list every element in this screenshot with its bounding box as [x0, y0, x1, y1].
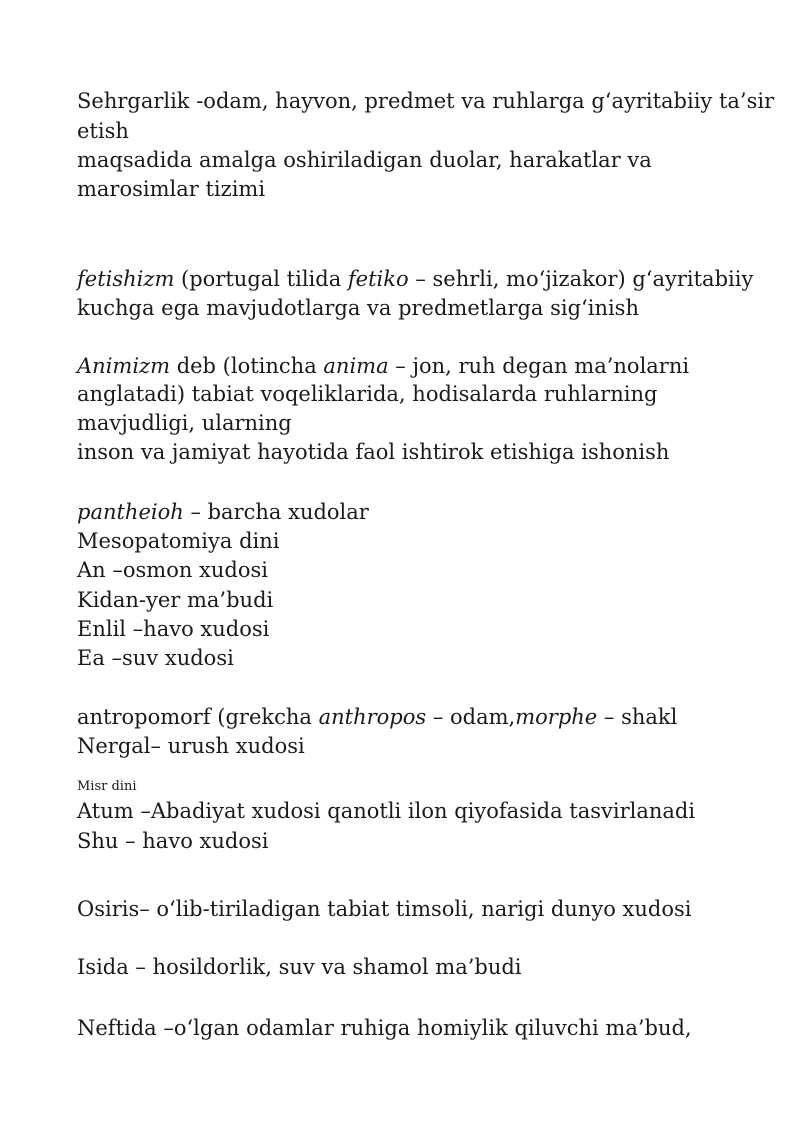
text-line — [77, 952, 522, 982]
text-line — [77, 116, 129, 146]
text-run: Atum –Abadiyat xudosi qanotli ilon qiyofasida tasvirlanadi — [77, 799, 696, 823]
text-run: maqsadida amalga oshiriladigan duolar, harakatlar va — [77, 148, 652, 172]
text-run: Mesopatomiya dini — [77, 529, 280, 553]
text-run: (portugal tilida — [174, 267, 348, 291]
text-run: Osiris– o‘lib-tiriladigan tabiat timsoli, narigi dunyo xudosi — [77, 897, 692, 921]
text-line — [77, 174, 265, 204]
text-run: antropomorf (grekcha — [77, 705, 319, 729]
text-run: etish — [77, 119, 129, 143]
text-run: kuchga ega mavjudotlarga va predmetlarga sig‘inish — [77, 296, 639, 320]
text-line — [77, 293, 639, 323]
text-line — [77, 826, 268, 856]
text-line — [77, 643, 234, 673]
text-line — [77, 408, 292, 438]
text-run: An –osmon xudosi — [77, 558, 268, 582]
italic-term: anthropos — [318, 705, 427, 729]
text-line — [77, 894, 691, 924]
text-line — [77, 351, 689, 381]
text-line — [77, 379, 657, 409]
text-run: Enlil –havo xudosi — [77, 617, 270, 641]
text-run: inson va jamiyat hayotida faol ishtirok etishiga ishonish — [77, 440, 670, 464]
text-line — [77, 731, 305, 761]
text-run: – sehrli, mo‘jizakor) g‘ayritabiiy — [408, 267, 754, 291]
italic-term: Animizm — [77, 354, 171, 378]
text-line — [77, 778, 137, 796]
text-line — [77, 526, 279, 556]
text-run: Shu – havo xudosi — [77, 829, 269, 853]
text-line — [77, 585, 273, 615]
text-run: Kidan-yer ma’budi — [77, 588, 274, 612]
text-run: – shakl — [597, 705, 678, 729]
text-line — [77, 497, 369, 527]
text-run: – jon, ruh degan ma’nolarni — [388, 354, 690, 378]
italic-term: fetishizm — [77, 267, 175, 291]
text-line — [77, 145, 652, 175]
text-line — [77, 437, 669, 467]
text-line — [77, 702, 677, 732]
italic-term: anima — [323, 354, 389, 378]
text-run: – odam, — [426, 705, 516, 729]
text-run: Nergal– urush xudosi — [77, 734, 305, 758]
text-run: marosimlar tizimi — [77, 177, 266, 201]
text-run: – barcha xudolar — [183, 500, 369, 524]
text-run: Ea –suv xudosi — [77, 646, 234, 670]
text-line — [77, 796, 695, 826]
italic-term: fetiko — [347, 267, 409, 291]
text-run: Misr dini — [77, 779, 137, 794]
italic-term: pantheioh — [77, 500, 184, 524]
text-line — [77, 86, 774, 116]
text-run: deb (lotincha — [170, 354, 324, 378]
text-run: Sehrgarlik -odam, hayvon, predmet va ruhlarga g‘ayritabiiy ta’sir — [77, 89, 775, 113]
text-line — [77, 614, 269, 644]
text-run: Isida – hosildorlik, suv va shamol ma’budi — [77, 955, 522, 979]
text-run: anglatadi) tabiat voqeliklarida, hodisalarda ruhlarning — [77, 382, 658, 406]
italic-term: morphe — [515, 705, 598, 729]
text-run: Neftida –o‘lgan odamlar ruhiga homiylik qiluvchi ma’bud, — [77, 1016, 692, 1040]
text-line — [77, 555, 268, 585]
text-run: mavjudligi, ularning — [77, 411, 292, 435]
text-line — [77, 1013, 692, 1043]
text-line — [77, 264, 753, 294]
